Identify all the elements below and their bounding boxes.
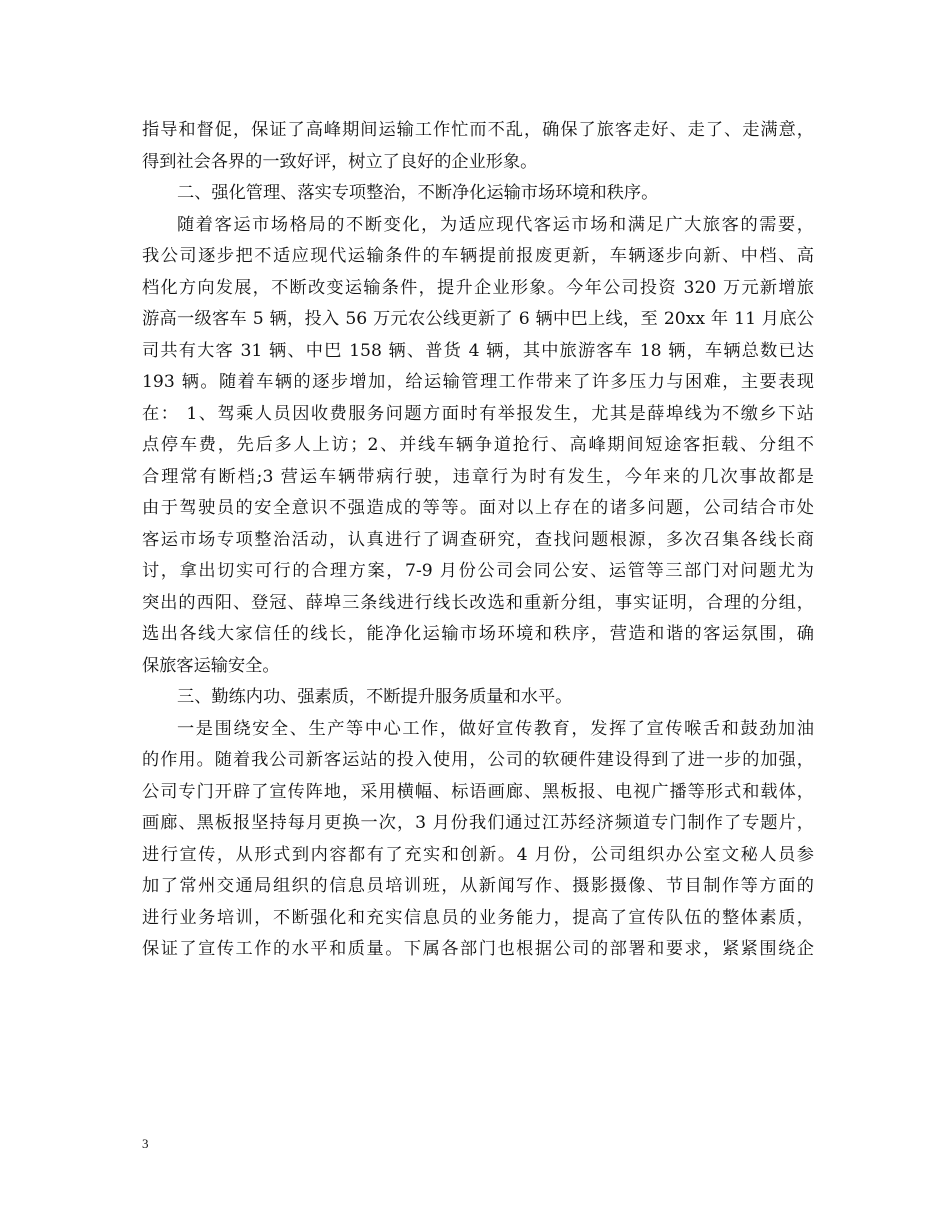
text-line: 得到社会各界的一致好评，树立了良好的企业形象。: [142, 151, 538, 172]
body-text: [142, 115, 814, 966]
text-line: 画廊、黑板报坚持每月更换一次，3 月份我们通过江苏经济频道专门制作了专题片，: [142, 813, 814, 833]
text-line: 的作用。随着我公司新客运站的投入使用，公司的软硬件建设得到了进一步的加强，: [142, 750, 814, 770]
text-line: 保旅客运输安全。: [142, 655, 280, 676]
text-line: 进行宣传，从形式到内容都有了充实和创新。4 月份，公司组织办公室文秘人员参: [142, 844, 814, 865]
text-line: 保证了宣传工作的水平和质量。下属各部门也根据公司的部署和要求，紧紧围绕企: [142, 939, 814, 959]
text-line: 指导和督促，保证了高峰期间运输工作忙而不乱，确保了旅客走好、走了、走满意，: [142, 120, 814, 140]
text-line: 档化方向发展，不断改变运输条件，提升企业形象。今年公司投资 320 万元新增旅: [142, 277, 814, 298]
text-line: 突出的西阳、登冠、薛埠三条线进行线长改选和重新分组，事实证明，合理的分组，: [142, 592, 814, 613]
text-line: 进行业务培训，不断强化和充实信息员的业务能力，提高了宣传队伍的整体素质，: [142, 907, 814, 928]
section-heading: 二、强化管理、落实专项整治，不断净化运输市场环境和秩序。: [177, 183, 659, 203]
text-line: 由于驾驶员的安全意识不强造成的等等。面对以上存在的诸多问题，公司结合市处: [142, 498, 814, 518]
text-line: 合理常有断档;3 营运车辆带病行驶，违章行为时有发生，今年来的几次事故都是: [142, 466, 814, 487]
text-line: 客运市场专项整治活动，认真进行了调查研究，查找问题根源，多次召集各线长商: [142, 529, 814, 550]
text-line: 随着客运市场格局的不断变化，为适应现代客运市场和满足广大旅客的需要，: [177, 214, 814, 235]
text-line: 公司专门开辟了宣传阵地，采用横幅、标语画廊、黑板报、电视广播等形式和载体，: [142, 781, 814, 802]
text-line: 加了常州交通局组织的信息员培训班，从新闻写作、摄影摄像、节目制作等方面的: [142, 876, 814, 896]
text-line: 选出各线大家信任的线长，能净化运输市场环境和秩序，营造和谐的客运氛围，确: [142, 624, 814, 644]
text-line: 在： 1、驾乘人员因收费服务问题方面时有举报发生，尤其是薛埠线为不缴乡下站: [142, 403, 814, 424]
text-line: 点停车费，先后多人上访；2、并线车辆争道抢行、高峰期间短途客拒载、分组不: [142, 435, 814, 455]
text-line: 我公司逐步把不适应现代运输条件的车辆提前报废更新，车辆逐步向新、中档、高: [142, 246, 814, 266]
text-line: 司共有大客 31 辆、中巴 158 辆、普货 4 辆，其中旅游客车 18 辆，车辆总数已达: [142, 340, 814, 361]
text-line: 一是围绕安全、生产等中心工作，做好宣传教育，发挥了宣传喉舌和鼓劲加油: [177, 718, 814, 739]
text-line: 193 辆。随着车辆的逐步增加，给运输管理工作带来了许多压力与困难，主要表现: [142, 372, 814, 392]
text-line: 讨，拿出切实可行的合理方案，7-9 月份公司会同公安、运管等三部门对问题尤为: [142, 561, 814, 581]
section-heading: 三、勤练内功、强素质，不断提升服务质量和水平。: [177, 687, 573, 707]
page-number: 3: [142, 1136, 149, 1151]
text-line: 游高一级客车 5 辆，投入 56 万元农公线更新了 6 辆中巴上线，至 20xx 年 11 月底公: [142, 309, 814, 329]
